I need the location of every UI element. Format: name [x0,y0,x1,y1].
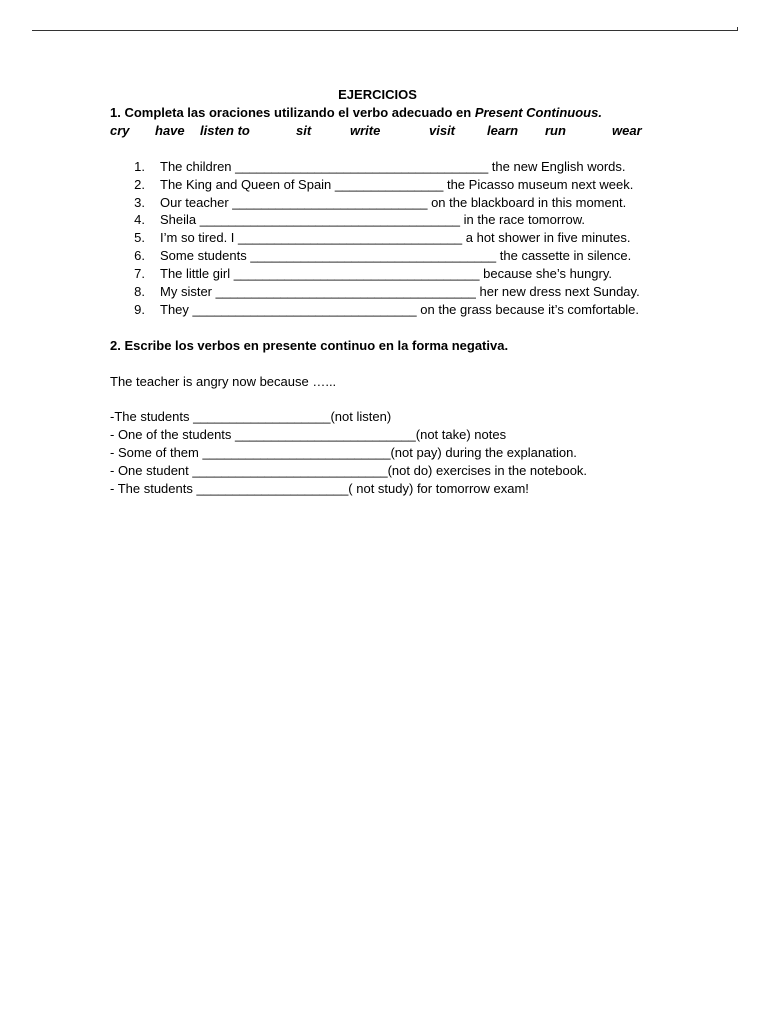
item-number: 5. [134,230,145,246]
verb-visit: visit [429,122,456,138]
list-item [110,283,670,301]
verb-run: run [545,122,566,138]
item-text: The King and Queen of Spain _______________ the Picasso museum next week. [160,176,634,192]
verb-have: have [155,122,185,138]
item-number: 6. [134,248,145,264]
exercise-2-line: - One student ___________________________(not do) exercises in the notebook. [110,463,588,479]
item-text: Some students __________________________________ the cassette in silence. [160,248,632,264]
top-rule-end [735,27,738,31]
item-number: 3. [134,194,145,210]
exercise-2-line: - Some of them __________________________(not pay) during the explanation. [110,445,577,461]
list-item [110,194,670,212]
exercise-1-heading-tense: Present Continuous. [474,104,602,120]
item-text: I’m so tired. I _______________________________ a hot shower in five minutes. [160,230,631,246]
item-text: The little girl __________________________________ because she’s hungry. [160,266,613,282]
item-number: 2. [134,176,145,192]
exercise-1-list [110,158,670,319]
exercise-2-intro: The teacher is angry now because …... [110,373,337,389]
page-title: EJERCICIOS [338,87,417,102]
verb-write: write [350,122,381,138]
top-rule [32,30,737,31]
verb-bank [110,122,670,140]
item-text: They _______________________________ on the grass because it’s comfortable. [160,301,639,317]
item-text: Our teacher ___________________________ on the blackboard in this moment. [160,194,627,210]
list-item [110,176,670,194]
item-number: 1. [134,158,145,174]
list-item [110,247,670,265]
list-item [110,158,670,176]
list-item [110,265,670,283]
verb-cry: cry [110,122,130,138]
exercise-2-line: - One of the students _________________________(not take) notes [110,427,507,443]
item-text: The children ___________________________________ the new English words. [160,158,626,174]
verb-wear: wear [612,122,642,138]
list-item [110,211,670,229]
exercise-2-heading: 2. Escribe los verbos en presente continuo en la forma negativa. [110,337,509,353]
verb-listen-to: listen to [200,122,250,138]
exercise-2-line: -The students ___________________(not listen) [110,409,392,425]
item-number: 7. [134,266,145,282]
exercise-1-heading [110,104,670,122]
item-text: My sister ____________________________________ her new dress next Sunday. [160,284,640,300]
list-item [110,301,670,319]
exercise-2-line: - The students _____________________( not study) for tomorrow exam! [110,480,529,496]
item-number: 8. [134,284,145,300]
item-text: Sheila ____________________________________ in the race tomorrow. [160,212,586,228]
item-number: 9. [134,301,145,317]
exercise-1-heading-text: 1. Completa las oraciones utilizando el verbo adecuado en [110,104,475,120]
item-number: 4. [134,212,145,228]
verb-learn: learn [487,122,519,138]
list-item [110,229,670,247]
verb-sit: sit [296,122,312,138]
worksheet [110,86,670,498]
